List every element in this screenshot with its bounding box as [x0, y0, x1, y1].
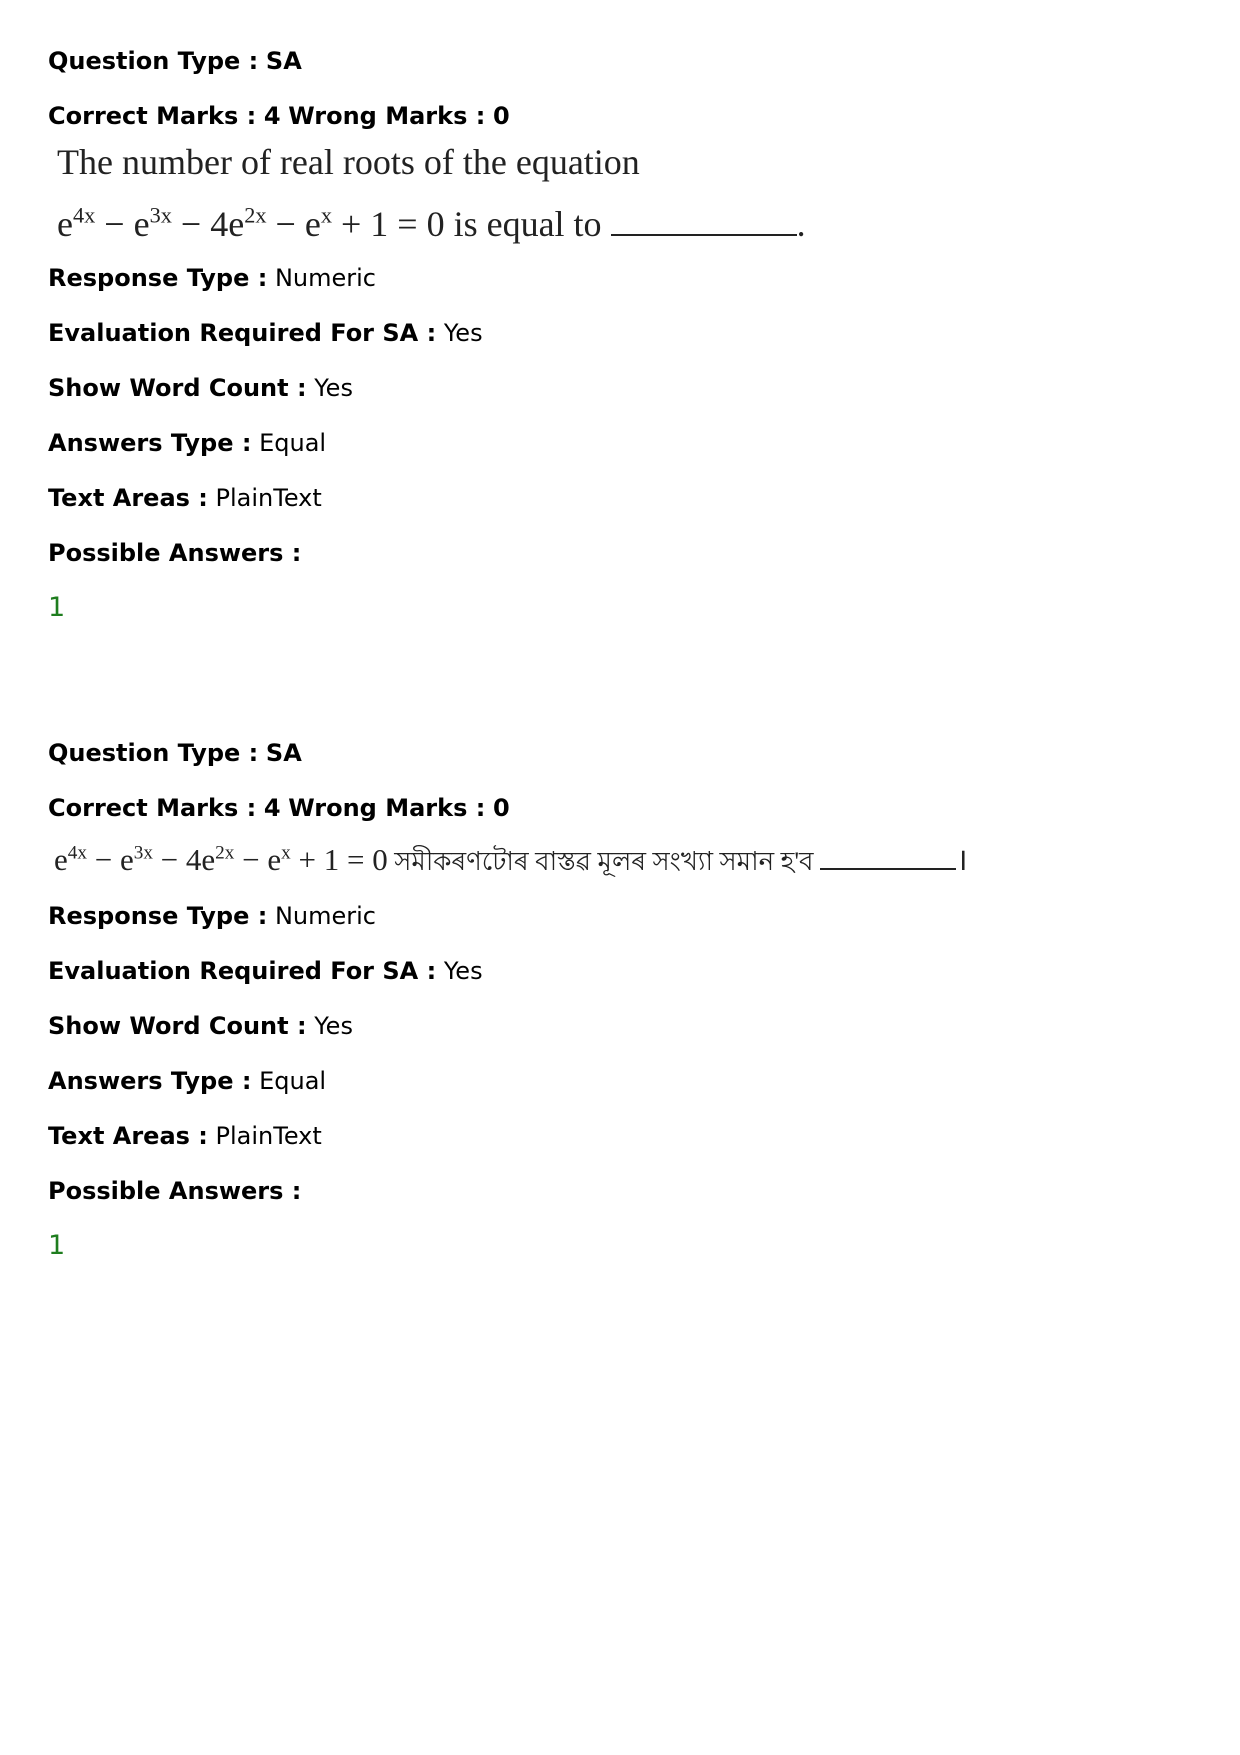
response-type-label: Response Type :	[48, 264, 268, 292]
text-areas-value: PlainText	[215, 1122, 322, 1150]
evaluation-label: Evaluation Required For SA :	[48, 319, 437, 347]
evaluation-row	[48, 318, 1188, 348]
question-type-value: SA	[265, 47, 302, 75]
equation: $e^{4x} - e^{3x} - 4e^{2x} - e^x + 1 = 0$	[57, 202, 445, 244]
text-areas-label: Text Areas :	[48, 1122, 208, 1150]
answers-type-row	[48, 1066, 1188, 1096]
answers-type-label: Answers Type :	[48, 1067, 252, 1095]
question-type-row	[48, 46, 1188, 76]
response-type-value: Numeric	[274, 264, 376, 292]
word-count-value: Yes	[314, 1012, 353, 1040]
word-count-value: Yes	[314, 374, 353, 402]
answers-type-row	[48, 428, 1188, 458]
question-type-label: Question Type :	[48, 739, 259, 767]
question-type-label: Question Type :	[48, 47, 259, 75]
question-type-value: SA	[265, 739, 302, 767]
word-count-label: Show Word Count :	[48, 1012, 307, 1040]
word-count-row	[48, 373, 1188, 403]
response-type-row	[48, 263, 1188, 293]
correct-marks-label: Correct Marks :	[48, 794, 257, 822]
question-suffix: is equal to	[444, 204, 611, 244]
answer-blank	[820, 868, 956, 870]
possible-answers-label: Possible Answers :	[48, 1177, 302, 1205]
evaluation-value: Yes	[443, 319, 483, 347]
question-end: .	[796, 204, 806, 244]
correct-marks-value: 4	[263, 794, 281, 822]
question-block-2	[48, 738, 1188, 1262]
response-type-label: Response Type :	[48, 902, 268, 930]
equation: $e^{4x} - e^{3x} - 4e^{2x} - e^x + 1 = 0$	[54, 842, 388, 877]
word-count-row	[48, 1011, 1188, 1041]
response-type-value: Numeric	[274, 902, 376, 930]
text-areas-row	[48, 483, 1188, 513]
marks-row	[48, 793, 1188, 823]
wrong-marks-value: 0	[492, 102, 510, 130]
answers-type-value: Equal	[259, 429, 327, 457]
response-type-row	[48, 901, 1188, 931]
text-areas-value: PlainText	[215, 484, 322, 512]
question-type-row	[48, 738, 1188, 768]
evaluation-value: Yes	[443, 957, 483, 985]
marks-row	[48, 101, 1188, 131]
answers-type-label: Answers Type :	[48, 429, 252, 457]
possible-answer-value: 1	[48, 1230, 66, 1261]
question-suffix: সমীকৰণটোৰ বাস্তৱ মূলৰ সংখ্যা সমান হ'ব	[387, 847, 820, 876]
evaluation-row	[48, 956, 1188, 986]
word-count-label: Show Word Count :	[48, 374, 307, 402]
answer-blank	[611, 234, 797, 236]
question-text	[48, 841, 1188, 881]
correct-marks-label: Correct Marks :	[48, 102, 257, 130]
correct-marks-value: 4	[263, 102, 281, 130]
possible-answers-row	[48, 538, 1188, 568]
question-line-2	[57, 203, 1188, 245]
possible-answers-label: Possible Answers :	[48, 539, 302, 567]
possible-answer-value: 1	[48, 592, 66, 623]
text-areas-label: Text Areas :	[48, 484, 208, 512]
question-block-1	[48, 46, 1188, 624]
wrong-marks-label: Wrong Marks :	[288, 102, 486, 130]
question-end: ।	[955, 842, 968, 877]
wrong-marks-value: 0	[492, 794, 510, 822]
evaluation-label: Evaluation Required For SA :	[48, 957, 437, 985]
question-text	[48, 141, 1188, 245]
possible-answers-row	[48, 1176, 1188, 1206]
wrong-marks-label: Wrong Marks :	[288, 794, 486, 822]
text-areas-row	[48, 1121, 1188, 1151]
question-line-1: The number of real roots of the equation	[57, 142, 640, 182]
answers-type-value: Equal	[259, 1067, 327, 1095]
